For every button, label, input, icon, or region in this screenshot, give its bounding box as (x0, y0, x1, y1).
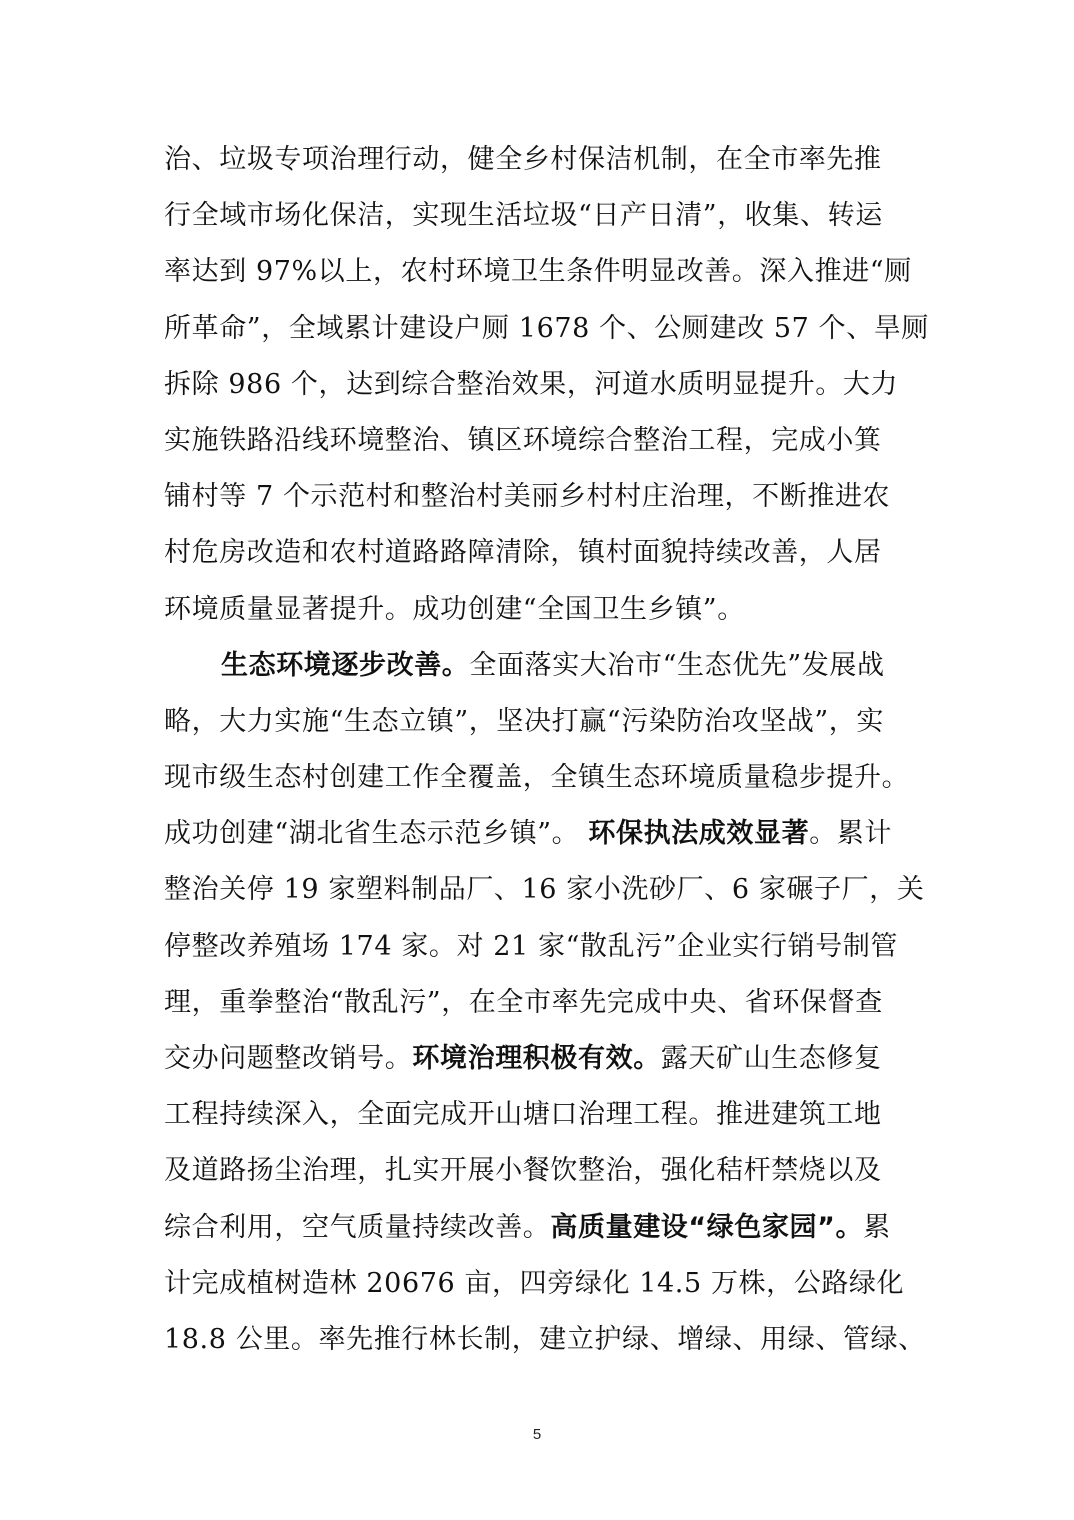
text-span: 铺村等 7 个示范村和整治村美丽乡村村庄治理，不断推进农 (164, 481, 891, 513)
text-line (164, 301, 930, 357)
text-span: 交办问题整改销号。 (164, 1043, 413, 1074)
bold-heading: 生态环境逐步改善。 (221, 649, 470, 681)
text-span: 实施铁路沿线环境整治、镇区环境综合整治工程，完成小箕 (164, 424, 882, 456)
text-line (164, 1087, 914, 1143)
text-line (164, 357, 914, 413)
document-body (164, 132, 930, 1368)
text-span: 18.8 公里。率先推行林长制，建立护绿、增绿、用绿、管绿、 (164, 1323, 926, 1355)
text-span: 露天矿山生态修复 (660, 1043, 882, 1074)
text-span: 村危房改造和农村道路路障清除，镇村面貌持续改善，人居 (164, 537, 882, 569)
text-line (164, 582, 914, 638)
text-span: 停整改养殖场 174 家。对 21 家“散乱污”企业实行销号制管 (164, 930, 899, 962)
text-span: 工程持续深入，全面完成开山塘口治理工程。推进建筑工地 (164, 1099, 882, 1131)
text-span: 所革命”，全域累计建设户厕 1678 个、公厕建改 57 个、旱厕 (164, 312, 930, 344)
text-line (164, 694, 914, 750)
text-span: 成功创建“湖北省生态示范乡镇”。 (164, 818, 589, 850)
bold-heading: 环保执法成效显著 (588, 818, 810, 850)
paragraph-start-line (164, 638, 914, 694)
text-span: 整治关停 19 家塑料制品厂、16 家小洗砂厂、6 家碾子厂，关 (164, 874, 925, 906)
text-span: 略，大力实施“生态立镇”，坚决打赢“污染防治攻坚战”，实 (164, 705, 885, 737)
text-span: 拆除 986 个，达到综合整治效果，河道水质明显提升。大力 (164, 368, 899, 400)
text-span: 全面落实大冶市“生态优先”发展战 (469, 649, 885, 681)
text-line (164, 469, 914, 525)
text-line (164, 244, 914, 300)
text-span: 行全域市场化保洁，实现生活垃圾“日产日清”，收集、转运 (164, 200, 883, 232)
text-span: 。累计 (809, 818, 893, 850)
text-span: 治、垃圾专项治理行动，健全乡村保洁机制，在全市率先推 (164, 144, 882, 175)
text-line (164, 806, 914, 862)
text-line (164, 750, 914, 806)
text-line (164, 1143, 914, 1199)
text-line (164, 188, 914, 244)
text-span: 环境质量显著提升。成功创建“全国卫生乡镇”。 (164, 593, 745, 625)
text-line (164, 862, 925, 918)
text-span: 计完成植树造林 20676 亩，四旁绿化 14.5 万株，公路绿化 (164, 1267, 905, 1299)
text-line (164, 975, 914, 1031)
text-line (164, 1031, 914, 1087)
text-line (164, 1256, 914, 1312)
text-span: 理，重拳整治“散乱污”，在全市率先完成中央、省环保督查 (164, 986, 883, 1018)
bold-heading: 高质量建设“绿色家园”。 (550, 1211, 864, 1243)
text-line (164, 525, 914, 581)
text-line (164, 1200, 914, 1256)
text-span: 率达到 97%以上，农村环境卫生条件明显改善。深入推进“厕 (164, 256, 912, 288)
text-span: 现市级生态村创建工作全覆盖，全镇生态环境质量稳步提升。 (164, 762, 910, 794)
text-line (164, 919, 914, 975)
text-span: 累 (863, 1211, 891, 1243)
text-line (164, 132, 914, 188)
text-span: 综合利用，空气质量持续改善。 (164, 1211, 551, 1243)
text-line (164, 413, 914, 469)
page-number: 5 (532, 1426, 542, 1443)
text-span: 及道路扬尘治理，扎实开展小餐饮整治，强化秸杆禁烧以及 (164, 1155, 882, 1187)
bold-heading: 环境治理积极有效。 (412, 1043, 661, 1074)
text-line (164, 1312, 926, 1368)
